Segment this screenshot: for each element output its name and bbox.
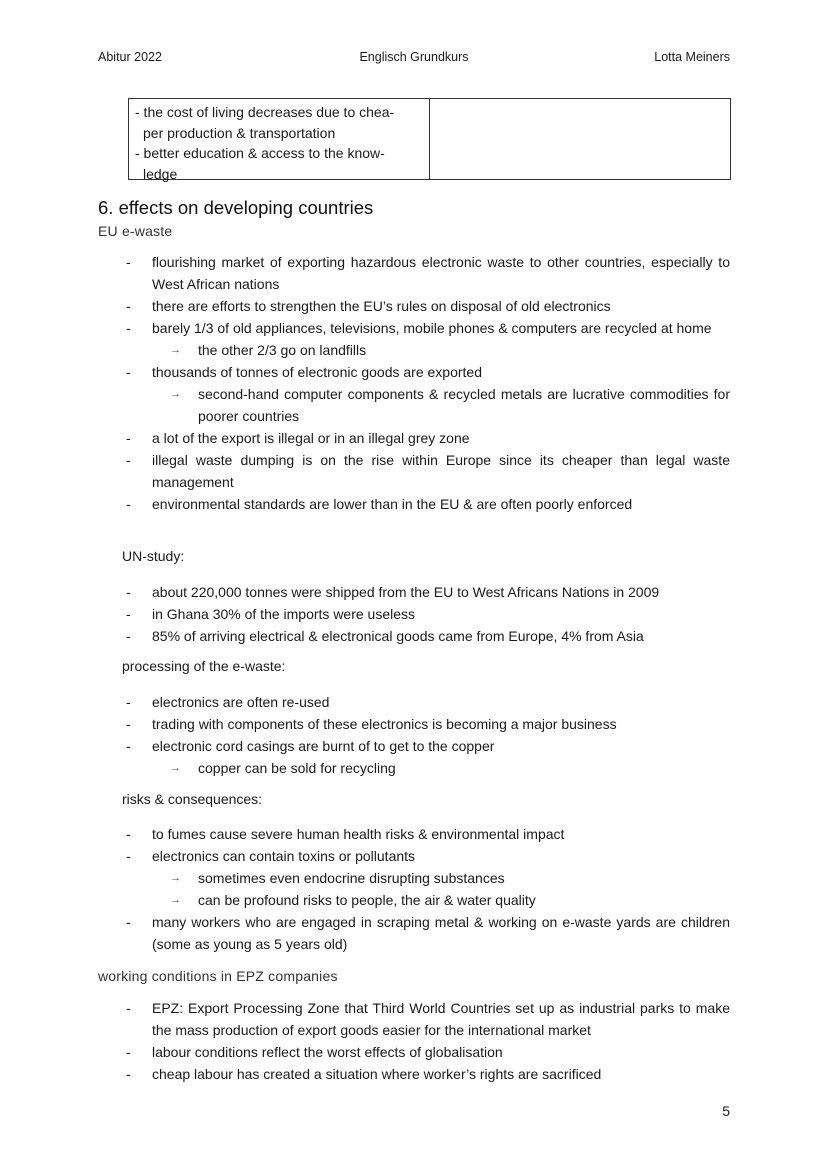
processing-list	[122, 691, 730, 779]
header-right: Lotta Meiners	[654, 50, 730, 64]
epz-list	[122, 997, 730, 1085]
list-item: - thousands of tonnes of electronic goods are exported	[122, 361, 730, 383]
bullet-dash: -	[126, 694, 131, 710]
list-item: - electronics are often re-used	[122, 691, 730, 713]
list-item: - electronic cord casings are burnt of to get to the copper	[122, 735, 730, 757]
arrow-icon: →	[170, 344, 181, 356]
list-item: - trading with components of these electronics is becoming a major business	[122, 713, 730, 735]
header-center: Englisch Grundkurs	[359, 50, 469, 64]
risks-list	[122, 823, 730, 955]
bullet-dash: -	[126, 826, 131, 842]
label-risks: risks & consequences:	[122, 791, 263, 807]
list-item: - flourishing market of exporting hazardous electronic waste to other countries, especially to West African nations	[122, 251, 730, 295]
list-item: - about 220,000 tonnes were shipped from the EU to West Africans Nations in 2009	[122, 581, 730, 603]
table-cell-left	[129, 99, 430, 182]
table-line: ledge	[143, 165, 178, 182]
bullet-dash: -	[126, 628, 131, 644]
list-item: - a lot of the export is illegal or in an illegal grey zone	[122, 427, 730, 449]
bullet-dash: -	[126, 914, 131, 930]
arrow-icon: →	[170, 388, 181, 400]
table-line: - better education & access to the know-	[135, 145, 385, 161]
arrow-icon: →	[170, 762, 181, 774]
list-item: - EPZ: Export Processing Zone that Third World Countries set up as industrial parks to make the mass production of export goods easier for the international market	[122, 997, 730, 1041]
bullet-dash: -	[126, 320, 131, 336]
bullet-dash: -	[126, 716, 131, 732]
sub-item: → second-hand computer components & recycled metals are lucrative commodities for poorer countries	[122, 383, 730, 427]
list-item: - many workers who are engaged in scraping metal & working on e-waste yards are children (some as young as 5 years old)	[122, 911, 730, 955]
bullet-dash: -	[126, 1044, 131, 1060]
page-number: 5	[722, 1103, 730, 1119]
table-line: - the cost of living decreases due to chea-	[135, 104, 395, 120]
bullet-dash: -	[126, 848, 131, 864]
bullet-dash: -	[126, 606, 131, 622]
header-left: Abitur 2022	[98, 50, 162, 64]
bullet-dash: -	[126, 584, 131, 600]
bullet-dash: -	[126, 452, 131, 468]
list-item: - to fumes cause severe human health risks & environmental impact	[122, 823, 730, 845]
bullet-dash: -	[126, 298, 131, 314]
list-item: - 85% of arriving electrical & electronical goods came from Europe, 4% from Asia	[122, 625, 730, 647]
sub-item: → can be profound risks to people, the air & water quality	[122, 889, 730, 911]
bullet-dash: -	[126, 1000, 131, 1016]
sub-item: → the other 2/3 go on landfills	[122, 339, 730, 361]
bullet-dash: -	[126, 364, 131, 380]
un-study-list	[122, 581, 730, 647]
comparison-table-fragment	[128, 98, 731, 180]
eu-ewaste-list	[122, 251, 730, 515]
sub-item: → copper can be sold for recycling	[122, 757, 730, 779]
bullet-dash: -	[126, 738, 131, 754]
label-un-study: UN-study:	[122, 548, 185, 564]
sub-item: → sometimes even endocrine disrupting substances	[122, 867, 730, 889]
subheading-epz: working conditions in EPZ companies	[98, 968, 338, 984]
label-processing: processing of the e-waste:	[122, 658, 286, 674]
bullet-dash: -	[126, 496, 131, 512]
section-title: 6. effects on developing countries	[98, 197, 374, 218]
list-item: - barely 1/3 of old appliances, televisions, mobile phones & computers are recycled at home	[122, 317, 730, 339]
bullet-dash: -	[126, 254, 131, 270]
list-item: - there are efforts to strengthen the EU’s rules on disposal of old electronics	[122, 295, 730, 317]
list-item: - illegal waste dumping is on the rise within Europe since its cheaper than legal waste management	[122, 449, 730, 493]
table-line: per production & transportation	[143, 124, 336, 141]
bullet-dash: -	[126, 1066, 131, 1082]
list-item: - cheap labour has created a situation where worker’s rights are sacrificed	[122, 1063, 730, 1085]
subheading-eu-ewaste: EU e-waste	[98, 223, 173, 239]
bullet-dash: -	[126, 430, 131, 446]
list-item: - environmental standards are lower than in the EU & are often poorly enforced	[122, 493, 730, 515]
page-header	[98, 50, 730, 68]
list-item: - electronics can contain toxins or pollutants	[122, 845, 730, 867]
table-cell-right	[430, 99, 730, 179]
list-item: - labour conditions reflect the worst effects of globalisation	[122, 1041, 730, 1063]
arrow-icon: →	[170, 894, 181, 906]
arrow-icon: →	[170, 872, 181, 884]
list-item: - in Ghana 30% of the imports were useless	[122, 603, 730, 625]
